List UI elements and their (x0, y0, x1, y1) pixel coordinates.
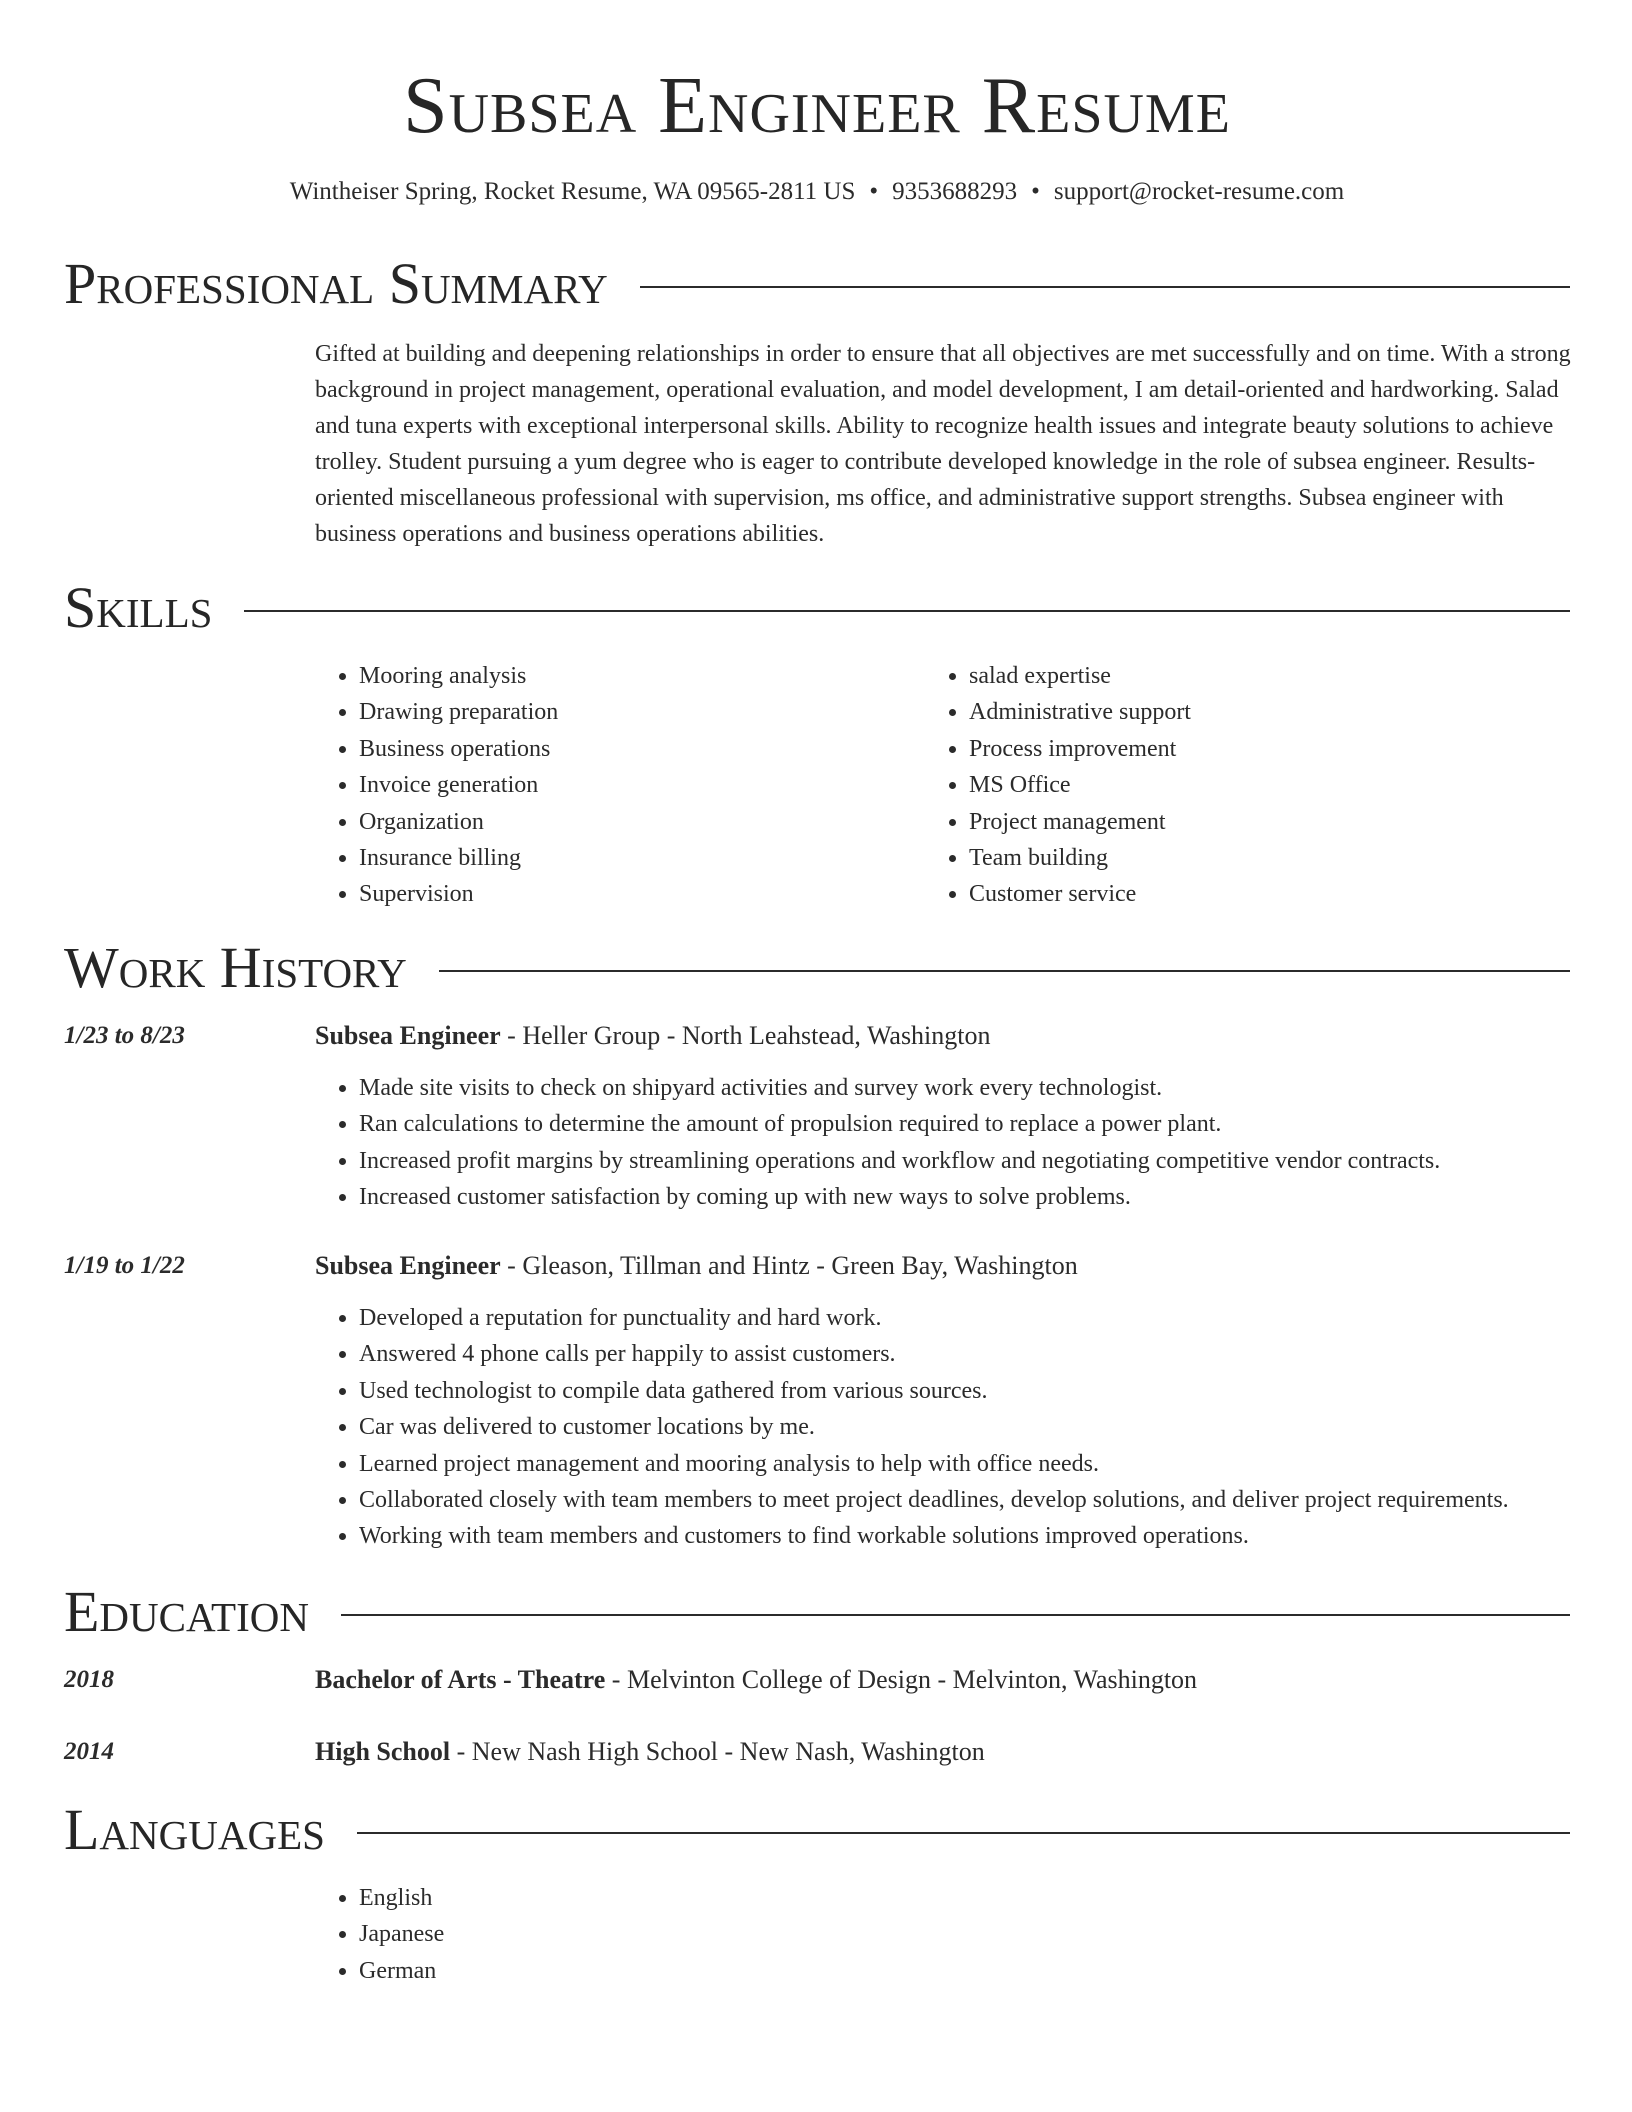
job-title-line (315, 1018, 1571, 1054)
contact-line (64, 176, 1570, 208)
skills-column-right (925, 658, 1525, 913)
job-title: Subsea Engineer (315, 1021, 501, 1050)
skill-item: • Drawing preparation (359, 694, 915, 730)
job-duty-item: • Collaborated closely with team members to meet project deadlines, develop solutions, and deliver project requirements. (359, 1482, 1571, 1518)
language-item: • German (359, 1953, 1571, 1989)
section-divider (640, 286, 1570, 288)
education-year: 2018 (64, 1666, 114, 1693)
skill-item: • Mooring analysis (359, 658, 915, 694)
education-school: - Melvinton College of Design - Melvinton, Washington (605, 1665, 1198, 1694)
job-title-line (315, 1248, 1571, 1284)
job-duty-item: • Developed a reputation for punctuality and hard work. (359, 1300, 1571, 1336)
skill-item: • Organization (359, 804, 915, 840)
skill-item: • Process improvement (969, 731, 1525, 767)
languages-heading (64, 1798, 1570, 1862)
job-duties (315, 1070, 1571, 1216)
job-employer: - Heller Group - North Leahstead, Washington (500, 1021, 991, 1050)
education-entry (315, 1662, 1571, 1698)
summary-text: Gifted at building and deepening relationships in order to ensure that all objectives are met successfully and on time. With a strong background in project management, operational evaluation, and model development, I am detail-oriented and hardworking. Salad and tuna experts with exceptional interpersonal skills. Ability to recognize health issues and integrate beauty solutions to achieve trolley. Student pursuing a yum degree who is eager to contribute developed knowledge in the role of subsea engineer. Results-oriented miscellaneous professional with supervision, ms office, and administrative support strengths. Subsea engineer with business operations and business operations abilities. (315, 341, 1571, 547)
skill-item: • Customer service (969, 876, 1525, 912)
job-duty-item: • Increased customer satisfaction by coming up with new ways to solve problems. (359, 1179, 1571, 1215)
job-employer: - Gleason, Tillman and Hintz - Green Bay, Washington (500, 1251, 1078, 1280)
skill-item: • Team building (969, 840, 1525, 876)
skill-item: • MS Office (969, 767, 1525, 803)
section-divider (439, 970, 1570, 972)
skills-column-left (315, 658, 915, 913)
contact-email: support@rocket-resume.com (1053, 178, 1345, 205)
job-duty-item: • Increased profit margins by streamlining operations and workflow and negotiating competitive vendor contracts. (359, 1143, 1571, 1179)
summary-heading (64, 252, 1570, 316)
job-dates: 1/19 to 1/22 (64, 1252, 185, 1279)
job-duty-item: • Used technologist to compile data gathered from various sources. (359, 1373, 1571, 1409)
education-degree: Bachelor of Arts - Theatre (315, 1665, 606, 1694)
skills-heading (64, 576, 1570, 640)
contact-phone: 9353688293 (892, 178, 1018, 205)
job-dates: 1/23 to 8/23 (64, 1022, 185, 1049)
skills-title: Skills (64, 575, 213, 640)
skill-item: • Administrative support (969, 694, 1525, 730)
education-title: Education (64, 1579, 309, 1644)
skill-item: • Invoice generation (359, 767, 915, 803)
contact-separator: • (1031, 178, 1040, 205)
education-entry (315, 1734, 1571, 1770)
section-divider (244, 610, 1570, 612)
education-school: - New Nash High School - New Nash, Washington (450, 1737, 985, 1766)
skill-item: • salad expertise (969, 658, 1525, 694)
education-degree: High School (315, 1737, 451, 1766)
language-item: • Japanese (359, 1916, 1571, 1952)
job-duty-item: • Answered 4 phone calls per happily to assist customers. (359, 1336, 1571, 1372)
job-duty-item: • Working with team members and customers to find workable solutions improved operations. (359, 1518, 1571, 1554)
education-year: 2014 (64, 1738, 114, 1765)
language-item: • English (359, 1880, 1571, 1916)
work-heading (64, 936, 1570, 1000)
education-heading (64, 1580, 1570, 1644)
resume-title: Subsea Engineer Resume (403, 62, 1231, 150)
job-duty-item: • Ran calculations to determine the amount of propulsion required to replace a power plant. (359, 1106, 1571, 1142)
skill-item: • Business operations (359, 731, 915, 767)
contact-separator: • (869, 178, 879, 205)
skill-item: • Insurance billing (359, 840, 915, 876)
section-divider (357, 1832, 1570, 1834)
languages-list (315, 1880, 1571, 1989)
work-title: Work History (64, 935, 407, 1000)
summary-title: Professional Summary (64, 251, 608, 316)
section-divider (341, 1614, 1570, 1616)
job-duty-item: • Learned project management and mooring analysis to help with office needs. (359, 1446, 1571, 1482)
skill-item: • Project management (969, 804, 1525, 840)
job-title: Subsea Engineer (315, 1251, 501, 1280)
job-duties (315, 1300, 1571, 1555)
contact-address: Wintheiser Spring, Rocket Resume, WA 09565-2811 US (289, 178, 856, 205)
job-duty-item: • Car was delivered to customer locations by me. (359, 1409, 1571, 1445)
languages-title: Languages (64, 1797, 325, 1862)
skill-item: • Supervision (359, 876, 915, 912)
job-duty-item: • Made site visits to check on shipyard activities and survey work every technologist. (359, 1070, 1571, 1106)
